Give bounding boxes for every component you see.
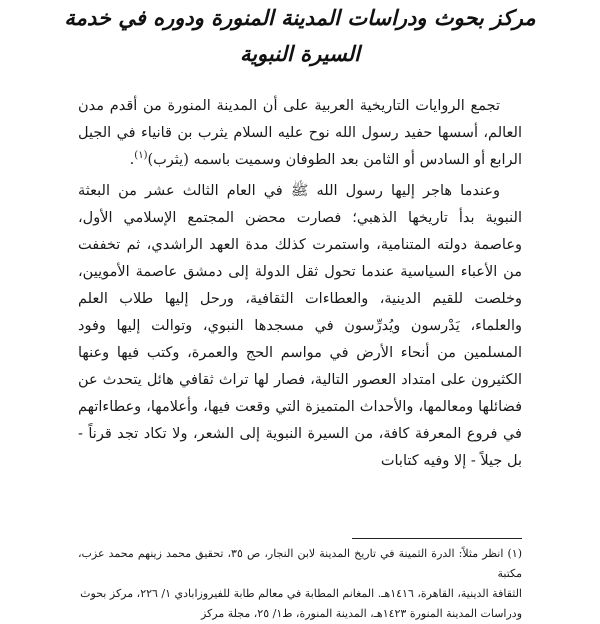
page-title	[40, 0, 560, 72]
footnote-line-1: (١) انظر مثلاً: الدرة الثمينة في تاريخ المدينة لابن النجار، ص ٣٥، تحقيق محمد زينهم محمد عزب، مكتبة	[78, 547, 522, 580]
paragraph-1	[78, 93, 522, 174]
title-line-2: السيرة النبوية	[239, 42, 361, 66]
body-text	[78, 93, 522, 475]
footnote-line-2: الثقافة الدينية، القاهرة، ١٤١٦هـ. المغانم المطابة في معالم طابة للفيروزابادي ١/ ٢٢٦، مركز بحوث	[80, 587, 522, 600]
footnote	[78, 544, 522, 624]
footnote-reference[interactable]: (١)	[134, 150, 148, 162]
paragraph-1-text: تجمع الروايات التاريخية العربية على أن المدينة المنورة من أقدم مدن العالم، أسسها حفيد رسول الله نوح عليه السلام يثرب بن قانياء في الجيل الرابع أو السادس أو الثامن بعد الطوفان وسميت باسمه (يثرب)	[78, 98, 522, 168]
paragraph-2: وعندما هاجر إليها رسول الله ﷺ في العام الثالث عشر من البعثة النبوية بدأ تاريخها الذهبي؛ فصارت محضن المجتمع الإسلامي الأول، وعاصمة دولته المتنامية، واستمرت كذلك مدة العهد الراشدي، ثم تخففت من الأعباء السياسية عندما تحول ثقل الدولة إلى دمشق عاصمة الأمويين، وخلصت للقيم الدينية، والعطاءات الثقافية، ورحل إليها طلاب العلم والعلماء، يَدْرسون ويُدرِّسون في مسجدها النبوي، وتوالت إليها وفود المسلمين من أنحاء الأرض في مواسم الحج والعمرة، وكتب فيها وعنها الكثيرون على امتداد العصور التالية، فصار لها تراث ثقافي هائل يتحدث عن فضائلها ومعالمها، والأحداث المتميزة التي وقعت فيها، وأعلامها، وعطاءاتهم في فروع المعرفة كافة، من السيرة النبوية إلى الشعر، ولا تكاد تجد قرناً - بل جيلاً - إلا وفيه كتابات	[78, 183, 522, 469]
paragraph-1-end: .	[129, 152, 135, 168]
title-line-1: مركز بحوث ودراسات المدينة المنورة ودوره في خدمة	[64, 6, 536, 30]
footnote-line-3: ودراسات المدينة المنورة ١٤٢٣هـ، المدينة المنورة، ط١/ ٢٥، مجلة مركز	[200, 607, 522, 620]
footnote-divider	[352, 538, 522, 539]
